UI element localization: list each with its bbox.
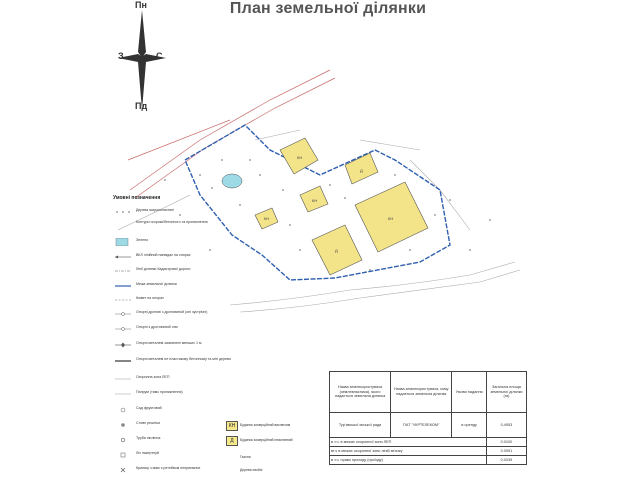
table-cell: 0.0100 <box>486 438 526 447</box>
table-header: Назва землекористувача, кому надається земельна ділянка <box>391 372 452 413</box>
legend-label: Ліх накертнуй <box>136 451 159 455</box>
parcel-label: Д <box>360 168 363 173</box>
page-title: План земельної ділянки <box>229 0 427 17</box>
legend-building-item <box>226 436 336 446</box>
table-header: Загальна площа земельної ділянки (га) <box>486 372 526 413</box>
legend-label: Контури огорожі/бетонного та проникнення <box>136 220 208 224</box>
legend-label: Труба піплінна <box>136 436 161 440</box>
legend-item <box>112 310 327 320</box>
parcel-info-table <box>329 371 527 465</box>
legend-item <box>112 325 327 335</box>
cross-icon <box>114 466 132 474</box>
legend-item <box>112 296 327 306</box>
parcel-label: КН <box>264 216 270 221</box>
building-code: КН <box>226 421 238 431</box>
dots-icon <box>114 208 132 216</box>
legend-label: Пилрум (тимс проникнення) <box>136 390 183 394</box>
legend-item <box>112 390 327 400</box>
legend-label: Дерева широколистяні <box>136 208 174 212</box>
legend-label: ВКЛ лінійний напівдах на спорах <box>136 253 191 257</box>
legend-label: Лінії ділянки Кадастрової дороги <box>136 267 191 271</box>
table-cell: в оренду <box>452 413 486 438</box>
circle-icon <box>114 421 132 429</box>
legend-title: Умовні позначення <box>113 195 161 201</box>
legend-item <box>112 253 327 263</box>
compass-east-label: С <box>156 51 163 61</box>
parcel-label: КН <box>312 198 318 203</box>
table-header: Назва землекористувача (землевласника), якого надається земельна ділянка <box>330 372 391 413</box>
legend-item <box>112 282 327 292</box>
legend-item <box>112 267 327 277</box>
parcel-label: КН <box>297 155 303 160</box>
legend-item <box>112 238 327 248</box>
legend-label: Дерева хвойні <box>240 468 263 472</box>
table-cell: 0.0039 <box>486 456 526 465</box>
legend-label: Межа земельної ділянки <box>136 282 177 286</box>
legend-label: Кювет на опорах <box>136 296 164 300</box>
table-cell: в т.ч. право проходу (проїзду) <box>330 456 487 465</box>
legend-label: Опорні металеві не пластикову бетонному та міті дерево <box>136 357 232 361</box>
legend-extra-item <box>226 466 336 476</box>
circle-line-icon <box>114 325 132 333</box>
parcel-label: Д <box>335 248 338 253</box>
table-cell: в т.ч. в межах охоронної зони ЛЕП <box>330 438 487 447</box>
legend-label: Охоронна зона ЛЕП <box>136 375 170 379</box>
dash-dot-icon <box>114 267 132 275</box>
legend-label: Сад фруктовий <box>136 406 162 410</box>
legend-label: Опорні з дротовиной опи <box>136 325 178 329</box>
arrow-line-icon <box>114 341 132 349</box>
legend-label: Будинок комерційний виключим <box>240 423 291 427</box>
arrow-line-icon <box>114 253 132 261</box>
legend-item <box>112 357 327 367</box>
square-icon <box>114 451 132 459</box>
legend-building-item <box>226 421 336 431</box>
dark-line-icon <box>114 357 132 365</box>
legend-label: Газони <box>240 455 251 459</box>
pond-area <box>222 174 242 188</box>
table-cell: Тур'явської міської ради <box>330 413 391 438</box>
legend-label: Опорні дротові з дротовиной (опі зустрічні) <box>136 310 208 314</box>
legend-item <box>112 406 327 416</box>
blue-box-icon <box>114 238 132 246</box>
dash-icon <box>114 296 132 304</box>
parcel-label: КН <box>388 216 394 221</box>
table-header: Умови надання <box>452 372 486 413</box>
legend-label: Стовп решітки <box>136 421 160 425</box>
legend-label: Опорні металеві заземлені менших 1 м <box>136 341 202 345</box>
thin-line-icon <box>114 375 132 383</box>
circle-line-icon <box>114 310 132 318</box>
thin-line-icon <box>114 390 132 398</box>
blue-line-icon <box>114 282 132 290</box>
circle-icon <box>114 406 132 414</box>
legend-label: Криниці з маю з ретейвом неприємних <box>136 466 201 470</box>
legend-item <box>112 220 327 230</box>
legend-item <box>112 341 327 351</box>
table-cell: 0,4953 <box>486 413 526 438</box>
compass-west-label: З <box>118 51 124 61</box>
legend-item <box>112 208 327 218</box>
building-code: Д <box>226 436 238 446</box>
legend-item <box>112 375 327 385</box>
compass-north-label: Пн <box>135 0 147 10</box>
legend-extra-item <box>226 453 336 463</box>
compass-south-label: Пд <box>135 101 148 111</box>
table-cell: ПАТ "УКРТЕЛЕКОМ" <box>391 413 452 438</box>
table-cell: вт.ч в межах охоронної зони ліній зв'язку <box>330 447 487 456</box>
legend-label: Зелено <box>136 238 149 242</box>
table-cell: 0.0091 <box>486 447 526 456</box>
legend-label: Будинок комерційний неактивний <box>240 438 293 442</box>
circle-icon <box>114 436 132 444</box>
